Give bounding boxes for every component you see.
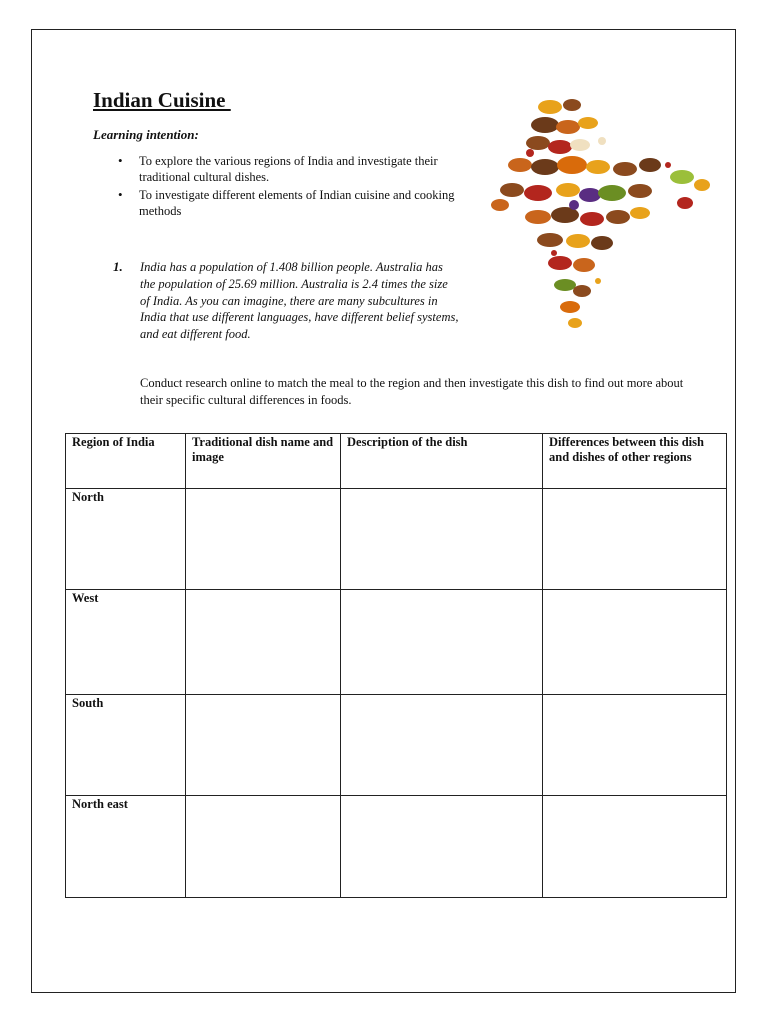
table-row — [66, 590, 727, 695]
dish-name-cell[interactable] — [186, 489, 341, 590]
column-header-region: Region of India — [66, 434, 186, 489]
differences-cell[interactable] — [543, 590, 727, 695]
description-cell[interactable] — [341, 796, 543, 898]
page-title: Indian Cuisine — [93, 88, 231, 112]
table-row — [66, 796, 727, 898]
description-cell[interactable] — [341, 695, 543, 796]
dish-name-cell[interactable] — [186, 590, 341, 695]
learning-intention-label: Learning intention: — [93, 127, 199, 142]
question-number: 1. — [113, 259, 123, 274]
spice-bowls — [491, 99, 710, 328]
region-cell: West — [66, 590, 186, 695]
instruction-text: Conduct research online to match the meal to the region and then investigate this dish to find out more about their specific cultural differences in foods. — [140, 376, 684, 407]
column-header-dish-name: Traditional dish name and image — [186, 434, 341, 489]
table-row — [66, 489, 727, 590]
region-cell: North — [66, 489, 186, 590]
dish-name-cell[interactable] — [186, 796, 341, 898]
column-header-differences: Differences between this dish and dishes of other regions — [543, 434, 727, 489]
region-cell: South — [66, 695, 186, 796]
column-header-description: Description of the dish — [341, 434, 543, 489]
table-row — [66, 695, 727, 796]
list-item: • To explore the various regions of India and investigate their traditional cultural dishes. — [118, 153, 463, 185]
region-cell: North east — [66, 796, 186, 898]
differences-cell[interactable] — [543, 796, 727, 898]
differences-cell[interactable] — [543, 695, 727, 796]
differences-cell[interactable] — [543, 489, 727, 590]
description-cell[interactable] — [341, 489, 543, 590]
table-header-row — [66, 434, 727, 489]
question-text: India has a population of 1.408 billion people. Australia has the population of 25.69 million. Australia is 2.4 times the size of India. As you can imagine, there are many subcultures in India that use different languages, have different belief systems, and eat different food. — [140, 260, 459, 342]
list-item: • To investigate different elements of Indian cuisine and cooking methods — [118, 187, 463, 219]
dish-name-cell[interactable] — [186, 695, 341, 796]
description-cell[interactable] — [341, 590, 543, 695]
regions-table — [65, 433, 727, 898]
india-spice-map-illustration — [490, 95, 725, 335]
learning-intention-list — [118, 153, 463, 221]
